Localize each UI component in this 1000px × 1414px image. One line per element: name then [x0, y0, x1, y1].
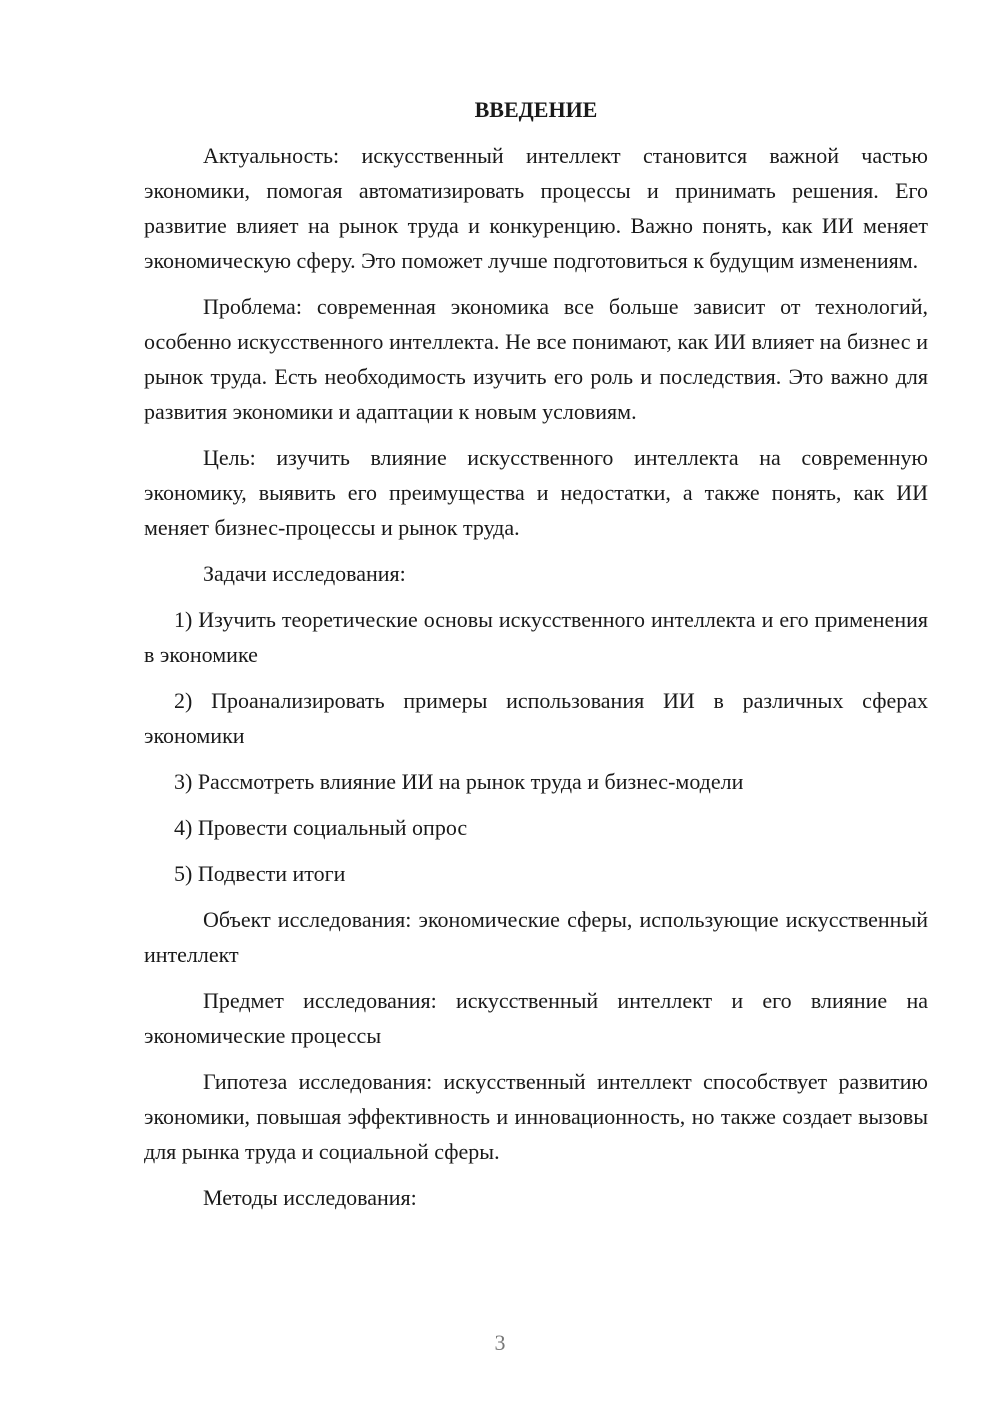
task-item-4: 4) Провести социальный опрос [174, 815, 468, 840]
methods-heading: Методы исследования: [203, 1185, 417, 1210]
page-number: 3 [494, 1330, 506, 1355]
paragraph-hypothesis: Гипотеза исследования: искусственный интеллект способствует развитию экономики, повышая эффективность и инновационность, но также создает вызовы для рынка труда и социальной сферы. [144, 1069, 928, 1164]
paragraph-problem: Проблема: современная экономика все больше зависит от технологий, особенно искусственного интеллекта. Не все понимают, как ИИ влияет на бизнес и рынок труда. Есть необходимость изучить его роль и последствия. Это важно для развития экономики и адаптации к новым условиям. [144, 294, 928, 424]
task-item-3: 3) Рассмотреть влияние ИИ на рынок труда и бизнес-модели [174, 769, 744, 794]
paragraph-object: Объект исследования: экономические сферы, использующие искусственный интеллект [144, 907, 928, 967]
paragraph-relevance: Актуальность: искусственный интеллект становится важной частью экономики, помогая автоматизировать процессы и принимать решения. Его развитие влияет на рынок труда и конкуренцию. Важно понять, как ИИ меняет экономическую сферу. Это поможет лучше подготовиться к будущим изменениям. [144, 143, 928, 273]
page-title: ВВЕДЕНИЕ [474, 97, 598, 122]
paragraph-subject: Предмет исследования: искусственный интеллект и его влияние на экономические процессы [144, 988, 928, 1048]
task-item-1: 1) Изучить теоретические основы искусственного интеллекта и его применения в экономике [144, 607, 928, 667]
task-item-2: 2) Проанализировать примеры использования ИИ в различных сферах экономики [144, 688, 928, 748]
paragraph-goal: Цель: изучить влияние искусственного интеллекта на современную экономику, выявить его преимущества и недостатки, а также понять, как ИИ меняет бизнес-процессы и рынок труда. [144, 445, 928, 540]
page-content [144, 92, 928, 1226]
task-item-5: 5) Подвести итоги [174, 861, 346, 886]
tasks-heading: Задачи исследования: [203, 561, 406, 586]
